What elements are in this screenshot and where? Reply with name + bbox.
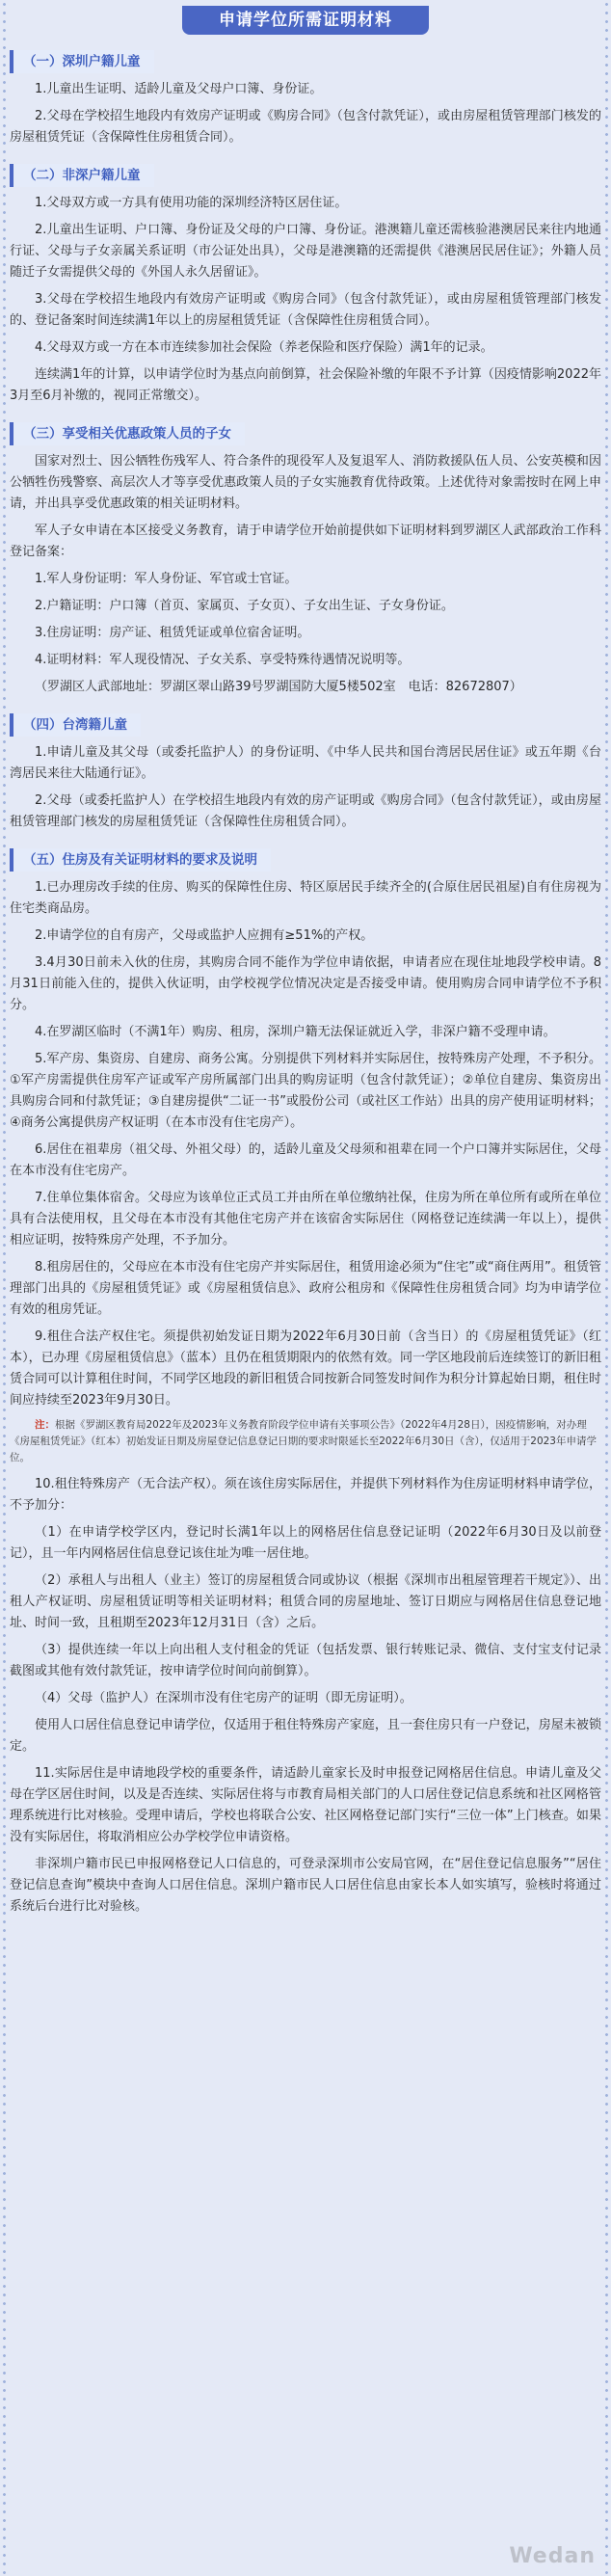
paragraph: 2.申请学位的自有房产，父母或监护人应拥有≥51%的产权。 — [35, 928, 374, 943]
paragraph: 2.儿童出生证明、户口簿、身份证及父母的户口簿、身份证。港澳籍儿童还需核验港澳居民来往内地通行证、父母与子女亲属关系证明（市公证处出具），父母是港澳籍的还需提供《港澳居民居住证》；外籍人员随迁子女需提供父母的《外国人永久居留证》。 — [10, 223, 601, 280]
section-heading: （一）深圳户籍儿童 — [10, 50, 154, 73]
paragraph: 11.实际居住是申请地段学校的重要条件，请适龄儿童家长及时申报登记网格居住信息。申请儿童及父母在学区居住时间，以及是否连续、实际居住将与市教育局相关部门的人口居住登记信息系统和社区网格管理系统进行比对核验。受理申请后，学校也将联合公安、社区网格登记部门实行“三位一体”上门核查。如果没有实际居住，将取消相应公办学校学位申请资格。 — [10, 1766, 601, 1844]
paragraph: 2.户籍证明：户口簿（首页、家属页、子女页）、子女出生证、子女身份证。 — [35, 599, 454, 613]
section-non-shenzhen-hukou — [10, 154, 601, 407]
paragraph: 7.住单位集体宿舍。父母应为该单位正式员工并由所在单位缴纳社保，住房为所在单位所有或所在单位具有合法使用权，且父母在本市没有其他住宅房产并在该宿舍实际居住（网格登记连续满一年以上），提供相应证明，按特殊房产处理，不予加分。 — [10, 1191, 601, 1248]
section-heading: （三）享受相关优惠政策人员的子女 — [10, 422, 245, 445]
paragraph: 4.父母双方或一方在本市连续参加社会保险（养老保险和医疗保险）满1年的记录。 — [35, 340, 493, 355]
right-dot-border — [604, 0, 609, 2576]
title-banner — [10, 6, 601, 40]
note-text: 根据《罗湖区教育局2022年及2023年义务教育阶段学位申请有关事项公告》（2022年4月28日），因疫情影响，对办理《房屋租赁凭证》（红本）初始发证日期及房屋登记信息登记日期的要求时限延长至2022年6月30日（含），仅适用于2023年申请学位。 — [10, 1419, 597, 1463]
watermark: Wedan — [509, 2544, 596, 2568]
paragraph: 1.儿童出生证明、适龄儿童及父母户口簿、身份证。 — [35, 82, 323, 96]
paragraph: 使用人口居住信息登记申请学位，仅适用于租住特殊房产家庭，且一套住房只有一户登记，房屋未被锁定。 — [10, 1718, 601, 1754]
paragraph: 1.已办理房改手续的住房、购买的保障性住房、特区原居民手续齐全的(合原住居民祖屋)自有住房视为住宅类商品房。 — [10, 880, 601, 916]
sub-paragraph: （2）承租人与出租人（业主）签订的房屋租赁合同或协议（根据《深圳市出租屋管理若干规定》）、出租人产权证明、房屋租赁证明等相关证明材料；租赁合同的房屋地址、签订日期应与网格居住信息登记地址、时间一致，且租期至2023年12月31日（含）之后。 — [10, 1573, 601, 1630]
address-paragraph: （罗湖区人武部地址：罗湖区翠山路39号罗湖国防大厦5楼502室 电话：82672807） — [35, 680, 522, 694]
paragraph: 3.4月30日前未入伙的住房，其购房合同不能作为学位申请依据，申请者应在现住址地段学校申请。8月31日前能入住的，提供入伙证明，由学校视学位情况决定是否接受申请。使用购房合同申请学位不予积分。 — [10, 955, 601, 1012]
paragraph: 4.在罗湖区临时（不满1年）购房、租房，深圳户籍无法保证就近入学，非深户籍不受理申请。 — [35, 1025, 556, 1039]
paragraph: 连续满1年的计算，以申请学位时为基点向前倒算，社会保险补缴的年限不予计算（因疫情影响2022年3月至6月补缴的，视同正常缴交）。 — [10, 367, 601, 403]
note — [10, 1417, 601, 1466]
sub-paragraph: （1）在申请学校学区内，登记时长满1年以上的网格居住信息登记证明（2022年6月30日及以前登记），且一年内网格居住信息登记该住址为唯一居住地。 — [10, 1525, 601, 1561]
left-dot-border — [2, 0, 7, 2576]
paragraph: 1.申请儿童及其父母（或委托监护人）的身份证明、《中华人民共和国台湾居民居住证》或五年期《台湾居民来往大陆通行证》。 — [10, 745, 601, 781]
paragraph: 1.父母双方或一方具有使用功能的深圳经济特区居住证。 — [35, 196, 348, 210]
paragraph: 非深圳户籍市民已申报网格登记人口信息的，可登录深圳市公安局官网，在“居住登记信息服务”“居住登记信息查询”模块中查询人口居住信息。深圳户籍市民人口居住信息由家长本人如实填写，验核时将通过系统后台进行比对验核。 — [10, 1857, 601, 1914]
paragraph: 3.住房证明：房产证、租赁凭证或单位宿舍证明。 — [35, 626, 310, 640]
paragraph: 9.租住合法产权住宅。须提供初始发证日期为2022年6月30日前（含当日）的《房屋租赁凭证》（红本），已办理《房屋租赁信息》（蓝本）且仍在租赁期限内的依然有效。同一学区地段前后连续签订的新旧租赁合同可以计算租住时间，不同学区地段的新旧租赁合同按新合同签发时间作为积分计算起始日期，租住时间应持续至2023年9月30日。 — [10, 1329, 601, 1408]
section-shenzhen-hukou — [10, 40, 601, 148]
section-taiwan — [10, 704, 601, 833]
paragraph: 6.居住在祖辈房（祖父母、外祖父母）的，适龄儿童及父母须和祖辈在同一个户口簿并实际居住，父母在本市没有住宅房产。 — [10, 1142, 601, 1178]
paragraph: 2.父母（或委托监护人）在学校招生地段内有效的房产证明或《购房合同》（包含付款凭证），或由房屋租赁管理部门核发的房屋租赁凭证（含保障性住房租赁合同）。 — [10, 793, 601, 829]
paragraph: 10.租住特殊房产（无合法产权）。须在该住房实际居住，并提供下列材料作为住房证明材料申请学位，不予加分： — [10, 1477, 601, 1513]
paragraph: 国家对烈士、因公牺牲伤残军人、符合条件的现役军人及复退军人、消防救援队伍人员、公安英模和因公牺牲伤残警察、高层次人才等享受优惠政策人员的子女实施教育优待政策。上述优待对象需按时在网上申请，并出具享受优惠政策的相关证明材料。 — [10, 454, 601, 511]
section-preferential-policy — [10, 413, 601, 698]
note-label: 注： — [35, 1419, 55, 1431]
sub-paragraph: （4）父母（监护人）在深圳市没有住宅房产的证明（即无房证明）。 — [35, 1691, 412, 1705]
paragraph: 2.父母在学校招生地段内有效房产证明或《购房合同》（包含付款凭证），或由房屋租赁管理部门核发的房屋租赁凭证（含保障性住房租赁合同）。 — [10, 109, 601, 145]
sub-paragraph: （3）提供连续一年以上向出租人支付租金的凭证（包括发票、银行转账记录、微信、支付宝支付记录截图或其他有效付款凭证，按申请学位时间向前倒算）。 — [10, 1643, 601, 1678]
section-heading: （四）台湾籍儿童 — [10, 713, 141, 737]
paragraph: 5.军产房、集资房、自建房、商务公寓。分别提供下列材料并实际居住，按特殊房产处理，不予积分。①军产房需提供住房军产证或军产房所属部门出具的购房证明（包含付款凭证）；②单位自建房、集资房出具购房合同和付款凭证；③自建房提供“二证一书”或股份公司（或社区工作站）出具的房产使用证明材料；④商务公寓提供房产权证明（在本市没有住宅房产）。 — [10, 1052, 601, 1130]
paragraph: 8.租房居住的，父母应在本市没有住宅房产并实际居住，租赁用途必须为“住宅”或“商住两用”。租赁管理部门出具的《房屋租赁凭证》或《房屋租赁信息》、政府公租房和《保障性住房租赁合同》均为申请学位有效的租房凭证。 — [10, 1260, 601, 1317]
paragraph: 3.父母在学校招生地段内有效房产证明或《购房合同》（包含付款凭证），或由房屋租赁管理部门核发的、登记备案时间连续满1年以上的房屋租赁凭证（含保障性住房租赁合同）。 — [10, 292, 601, 328]
paragraph: 4.证明材料：军人现役情况、子女关系、享受特殊待遇情况说明等。 — [35, 653, 411, 667]
section-heading: （二）非深户籍儿童 — [10, 164, 154, 187]
page-title: 申请学位所需证明材料 — [182, 6, 429, 35]
paragraph: 军人子女申请在本区接受义务教育，请于申请学位开始前提供如下证明材料到罗湖区人武部政治工作科登记备案： — [10, 523, 601, 559]
paragraph: 1.军人身份证明：军人身份证、军官或士官证。 — [35, 572, 298, 586]
section-heading: （五）住房及有关证明材料的要求及说明 — [10, 848, 271, 872]
section-housing-requirements — [10, 839, 601, 1918]
